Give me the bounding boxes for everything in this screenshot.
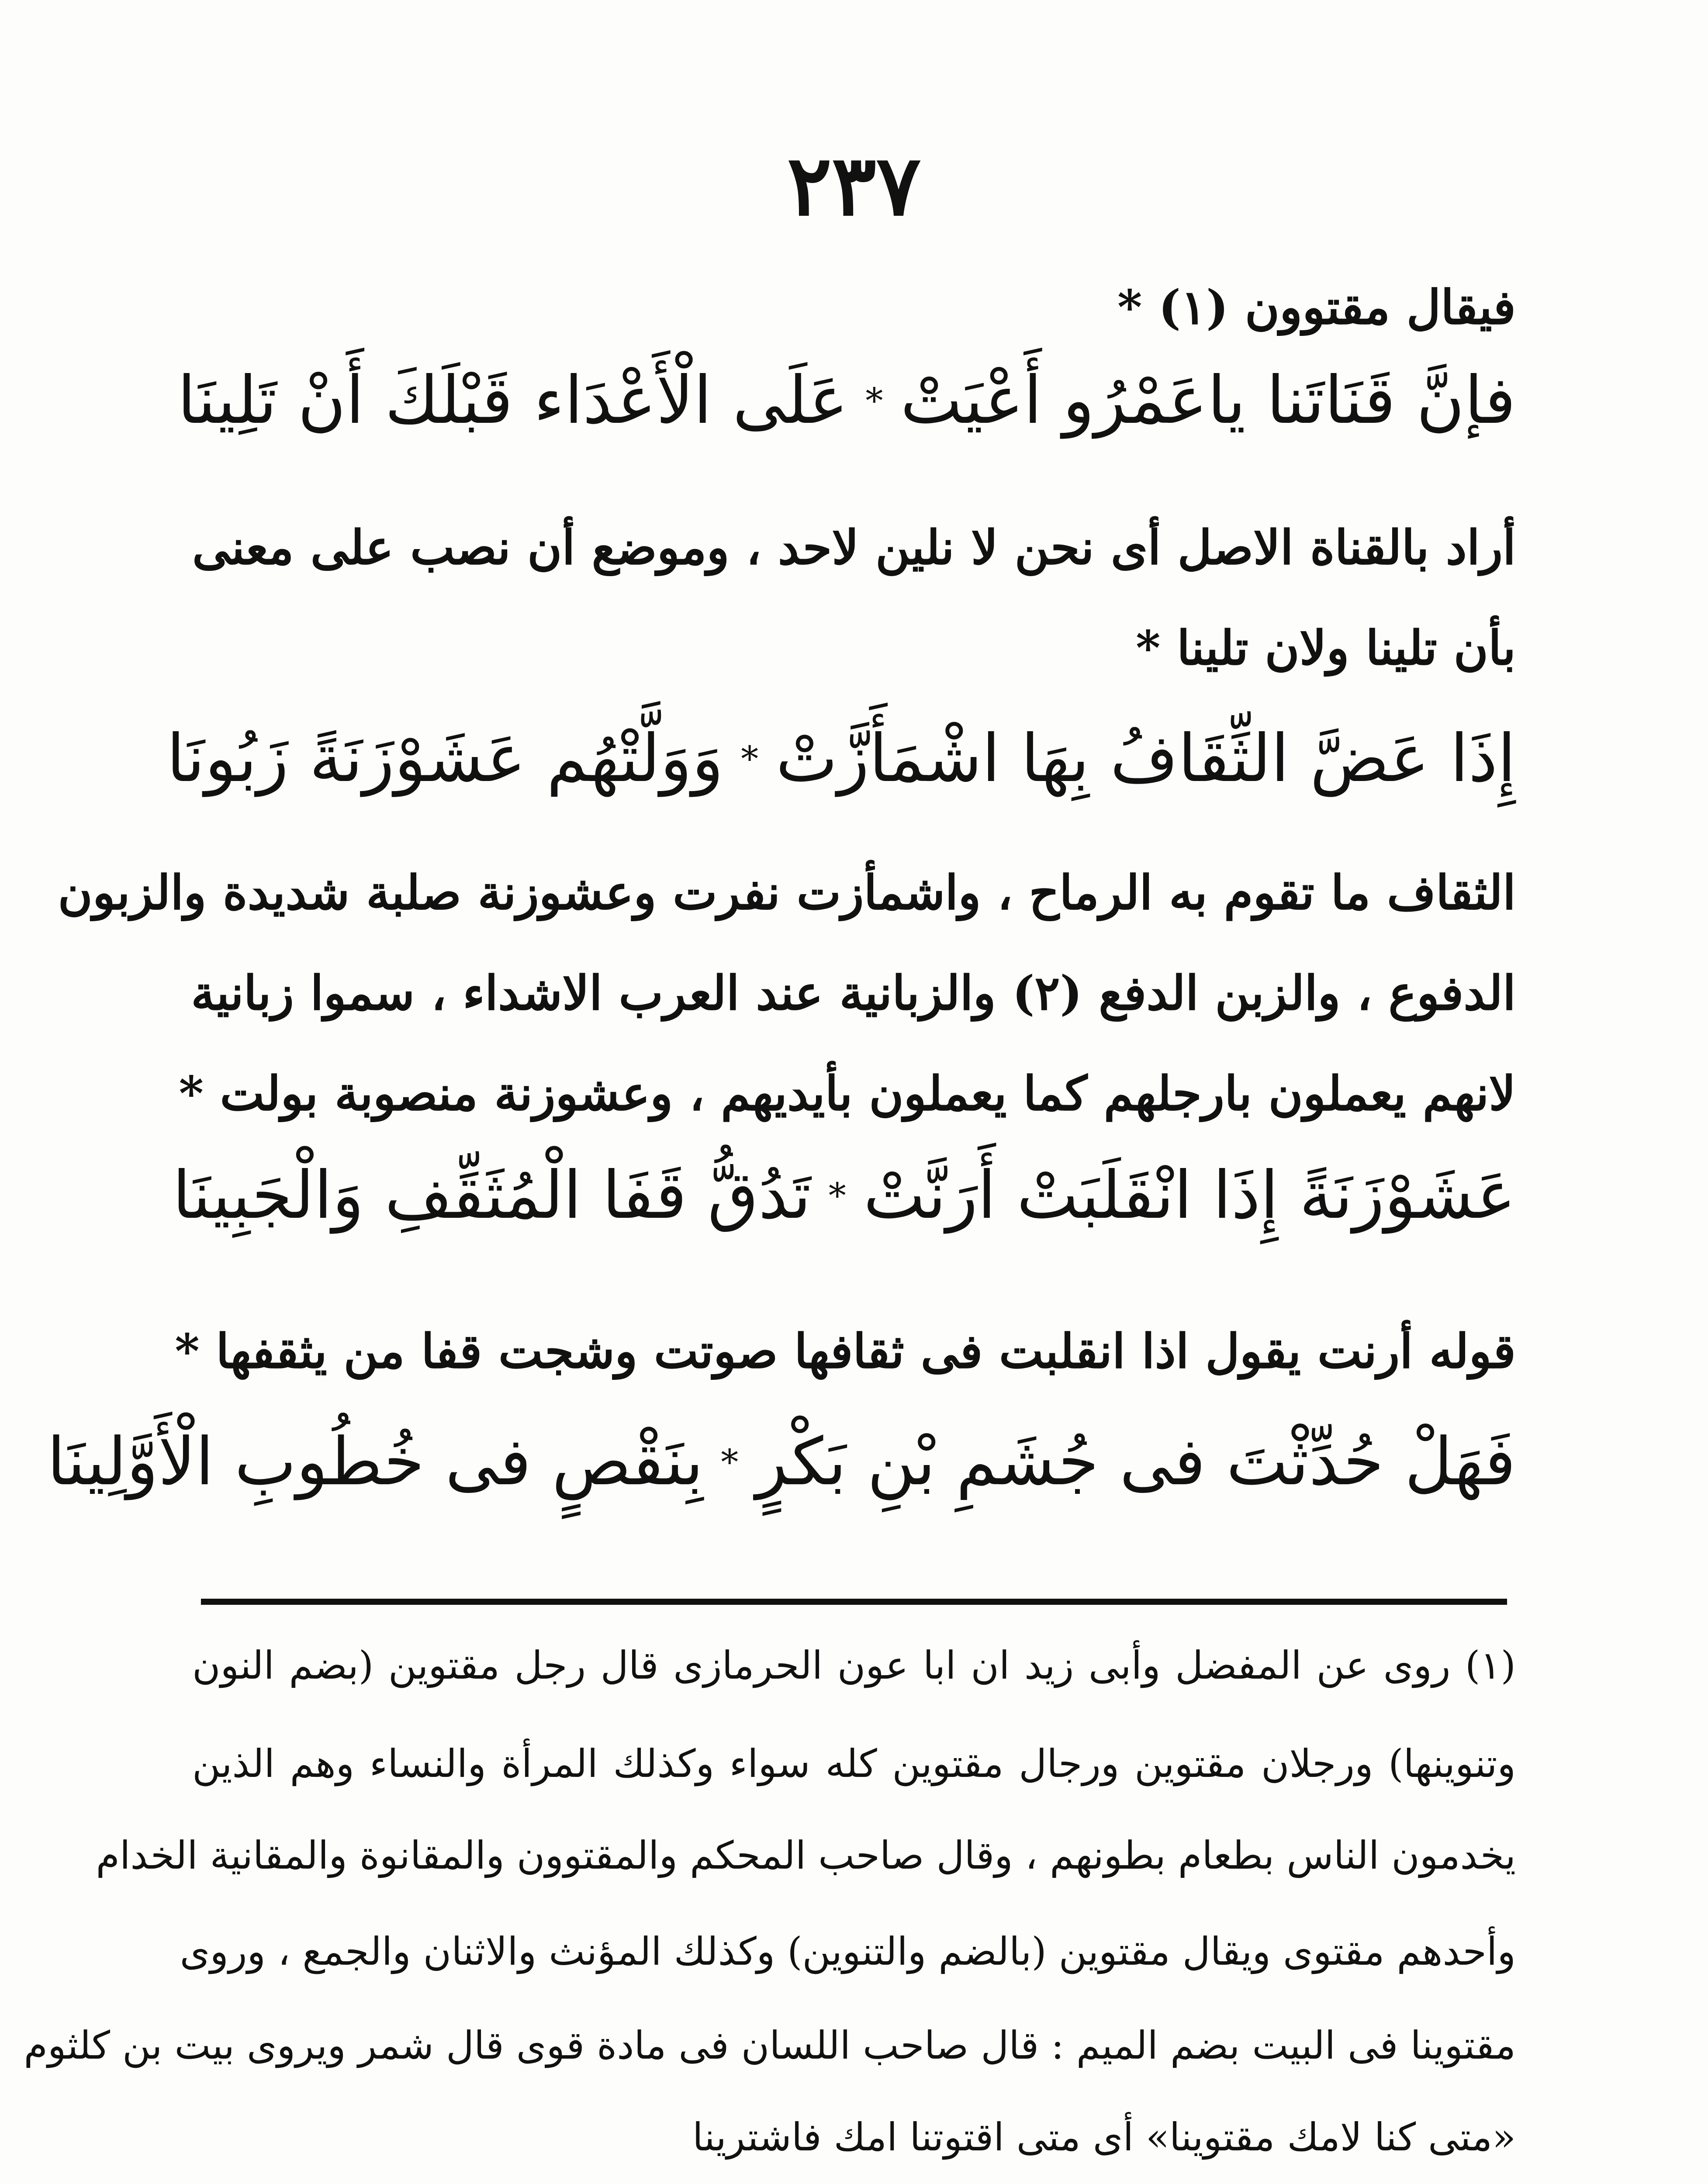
verse-separator: * xyxy=(865,380,883,421)
verse-separator: * xyxy=(828,1175,846,1216)
verse-separator: * xyxy=(741,738,759,779)
verse-2 xyxy=(166,716,1516,802)
verse-4-second-hemistich: بِنَقْصٍ فى خُطُوبِ الْأَوَّلِينَا xyxy=(47,1424,704,1500)
intro-line: فيقال مقتوون (١) * xyxy=(1117,280,1516,335)
verse-3-second-hemistich: تَدُقُّ قَفَا الْمُثَقِّفِ وَالْجَبِينَا xyxy=(172,1158,811,1234)
footnote-line: «متى كنا لامك مقتوينا» أى متى اقتوتنا امك فاشترينا xyxy=(692,2115,1516,2160)
commentary-line: أراد بالقناة الاصل أى نحن لا نلين لاحد ، وموضع أن نصب على معنى xyxy=(192,520,1516,575)
footnote-line: (١) روى عن المفضل وأبى زيد ان ابا عون الحرمازى قال رجل مقتوين (بضم النون xyxy=(192,1643,1516,1688)
commentary-line: الثقاف ما تقوم به الرماح ، واشمأزت نفرت وعشوزنة صلبة شديدة والزبون xyxy=(58,865,1516,920)
commentary-line: لانهم يعملون بارجلهم كما يعملون بأيديهم ، وعشوزنة منصوبة بولت * xyxy=(179,1066,1516,1121)
verse-3-first-hemistich: عَشَوْزَنَةً إِذَا انْقَلَبَتْ أَرَنَّتْ xyxy=(863,1158,1516,1234)
commentary-line: الدفوع ، والزبن الدفع (٢) والزبانية عند العرب الاشداء ، سموا زبانية xyxy=(191,966,1516,1021)
footnote-line: مقتوينا فى البيت بضم الميم : قال صاحب اللسان فى مادة قوى قال شمر ويروى بيت بن كلثوم xyxy=(24,2023,1516,2068)
footnote-divider xyxy=(201,1599,1507,1605)
page-number: ٢٣٧ xyxy=(787,137,921,234)
verse-3 xyxy=(172,1153,1516,1238)
verse-4-first-hemistich: فَهَلْ حُدِّثْتَ فى جُشَمِ بْنِ بَكْرٍ xyxy=(756,1424,1516,1500)
commentary-line: قوله أرنت يقول اذا انقلبت فى ثقافها صوتت وشجت قفا من يثقفها * xyxy=(175,1324,1516,1379)
footnote-line: وتنوينها) ورجلان مقتوين ورجال مقتوين كله سواء وكذلك المرأة والنساء وهم الذين xyxy=(192,1741,1516,1786)
verse-1-first-hemistich: فإنَّ قَنَاتَنا ياعَمْرُو أَعْيَتْ xyxy=(900,363,1516,439)
commentary-line: بأن تلينا ولان تلينا * xyxy=(1135,621,1516,676)
verse-1 xyxy=(177,358,1516,443)
verse-1-second-hemistich: عَلَى الْأَعْدَاء قَبْلَكَ أَنْ تَلِينَا xyxy=(177,363,848,439)
verse-4 xyxy=(47,1420,1516,1505)
footnote-line: وأحدهم مقتوى ويقال مقتوين (بالضم والتنوين) وكذلك المؤنث والاثنان والجمع ، وروى xyxy=(180,1929,1516,1974)
verse-2-first-hemistich: إِذَا عَضَّ الثِّقَافُ بِهَا اشْمَأَزَّتْ xyxy=(776,721,1516,797)
footnote-line: يخدمون الناس بطعام بطونهم ، وقال صاحب المحكم والمقتوون والمقانوة والمقانية الخدام xyxy=(96,1833,1516,1878)
verse-separator: * xyxy=(721,1441,739,1482)
verse-2-second-hemistich: وَوَلَّتْهُم عَشَوْزَنَةً زَبُونَا xyxy=(166,721,724,797)
